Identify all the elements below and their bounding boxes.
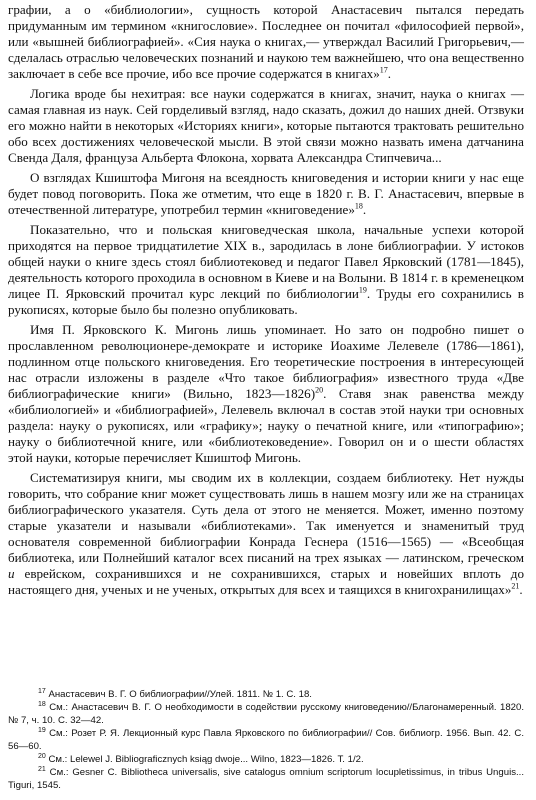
text-run: . <box>387 66 392 81</box>
footnote-number: 20 <box>38 752 46 760</box>
paragraph <box>8 470 524 598</box>
text-run: . Ставя знак равенства между «библиологией» и «библиографией», Лелевель включал в состав этой науки три основных раздела: науку о рукописях, или «графику»; науку о печатной книге, или «типографию»; науку о библиотечной книге, или «библиотековедение». Говорил он и о шести областях этой науки, которые перечисляет Кшиштоф Мигонь. <box>8 386 524 465</box>
footnote-text: Анастасевич В. Г. О библиографии//Улей. 1811. № 1. С. 18. <box>48 689 312 700</box>
footnote-ref: 21 <box>511 581 520 591</box>
footnote <box>8 727 524 753</box>
paragraph <box>8 322 524 466</box>
text-run: О взглядах Кшиштофа Мигоня на всеядность книговедения и истории книги у нас еще будет повод поговорить. Пока же отметим, что еще в 1820 г. В. Г. Анастасевич, впервые в отечественной литературе, употребил термин «книговедение» <box>8 170 524 217</box>
text-run: еврейском, сохранившихся и не сохранившихся, старых и новейших вплоть до настоящего дня, ученых и не ученых, открытых для всех и таящихся в книгохранилищах» <box>8 566 524 597</box>
paragraph <box>8 86 524 166</box>
footnote <box>8 688 524 701</box>
footnote-number: 21 <box>38 765 46 773</box>
footnote-number: 19 <box>38 726 46 734</box>
paragraph <box>8 2 524 82</box>
footnote-ref: 20 <box>315 385 324 395</box>
italic-text: и <box>8 566 15 581</box>
footnote-ref: 17 <box>379 65 388 75</box>
text-run: Логика вроде бы нехитрая: все науки содержатся в книгах, значит, наука о книгах — самая главная из наук. Сей горделивый взгляд, надо сказать, дожил до наших дней. Отзвуки его можно найти в некоторых «Историях книги», которые пытаются трактовать решительно обо всех достижениях человеческой мысли. В этой связи можно назвать имена датчанина Свенда Даля, француза Альберта Флокона, хорвата Александра Стипчевича... <box>8 86 524 165</box>
text-run: графии, а о «библиологии», сущность которой Анастасевич пытался передать придуманным им термином «книгословие». Последнее он почитал «философией первой», или «вышней библиографией». «Сия наука о книгах,— утверждал Василий Григорьевич,— сделалась отраслью человеческих познаний и наукою тем важнейшею, что она вещественно заключает в себе все прочие, ибо все прочие содержатся в книгах» <box>8 2 524 81</box>
footnote-ref: 18 <box>354 201 363 211</box>
text-run: Систематизируя книги, мы сводим их в коллекции, создаем библиотеку. Нет нужды говорить, что собрание книг может существовать лишь в нашем мозгу или же на страницах библиографического указателя. Суть дела от этого не меняется. Может, именно поэтому старые указатели и называли «библиотеками». Так именуется и знаменитый труд основателя современной библиографии Конрада Геснера (1516—1565) — «Всеобщая библиотека, или Полнейший каталог всех писаний на трех языках — латинском, греческом <box>8 470 524 565</box>
text-run: . Труды его сохранились в рукописях, которые было бы полезно опубликовать. <box>8 286 524 317</box>
footnote <box>8 753 524 766</box>
footnote <box>8 701 524 727</box>
text-run: Показательно, что и польская книговедческая школа, начальные успехи которой приходятся на первое тридцатилетие XIX в., зародилась в лоне библиографии. У истоков общей науки о книге здесь стоял библиотековед и педагог Павел Ярковский (1781—1845), деятельность которого проходила в основном в Киеве и на Волыни. В 1814 г. в кременецком лицее П. Ярковский прочитал курс лекций по библиологии <box>8 222 524 301</box>
text-run: . <box>362 202 367 217</box>
text-run: . <box>519 582 523 597</box>
paragraph <box>8 170 524 218</box>
footnote-text: См.: Gesner C. Bibliotheca universalis, sive catalogus omnium scriptorum locupletissimus, in tribus Unguis... Tiguri, 1545. <box>8 767 524 791</box>
footnote-ref: 19 <box>358 285 367 295</box>
text-run: Имя П. Ярковского К. Мигонь лишь упоминает. Но зато он подробно пишет о прославленном революционере-демократе и историке Иоахиме Лелевеле (1786—1861), подлинном отце польского книговедения. Его теоретические построения в интересующей нас отрасли изложены в разделе «Что такое библиография» известного труда «Две библиографические книги» (Вильно, 1823—1826) <box>8 322 524 401</box>
footnote <box>8 766 524 792</box>
paragraph <box>8 222 524 318</box>
footnote-number: 18 <box>38 700 46 708</box>
footnote-text: См.: Розет Р. Я. Лекционный курс Павла Ярковского по библиографии// Сов. библиогр. 1956. Вып. 42. С. 56—60. <box>8 728 524 752</box>
footnotes <box>8 688 524 792</box>
footnote-text: См.: Lelewel J. Bibliograficznych ksiąg dwoje... Wilno, 1823—1826. T. 1/2. <box>48 754 364 765</box>
footnote-number: 17 <box>38 687 46 695</box>
footnote-text: См.: Анастасевич В. Г. О необходимости в содействии русскому книговедению//Благонамеренный. 1820. № 7, ч. 10. С. 32—42. <box>8 702 524 726</box>
main-text <box>8 2 524 598</box>
